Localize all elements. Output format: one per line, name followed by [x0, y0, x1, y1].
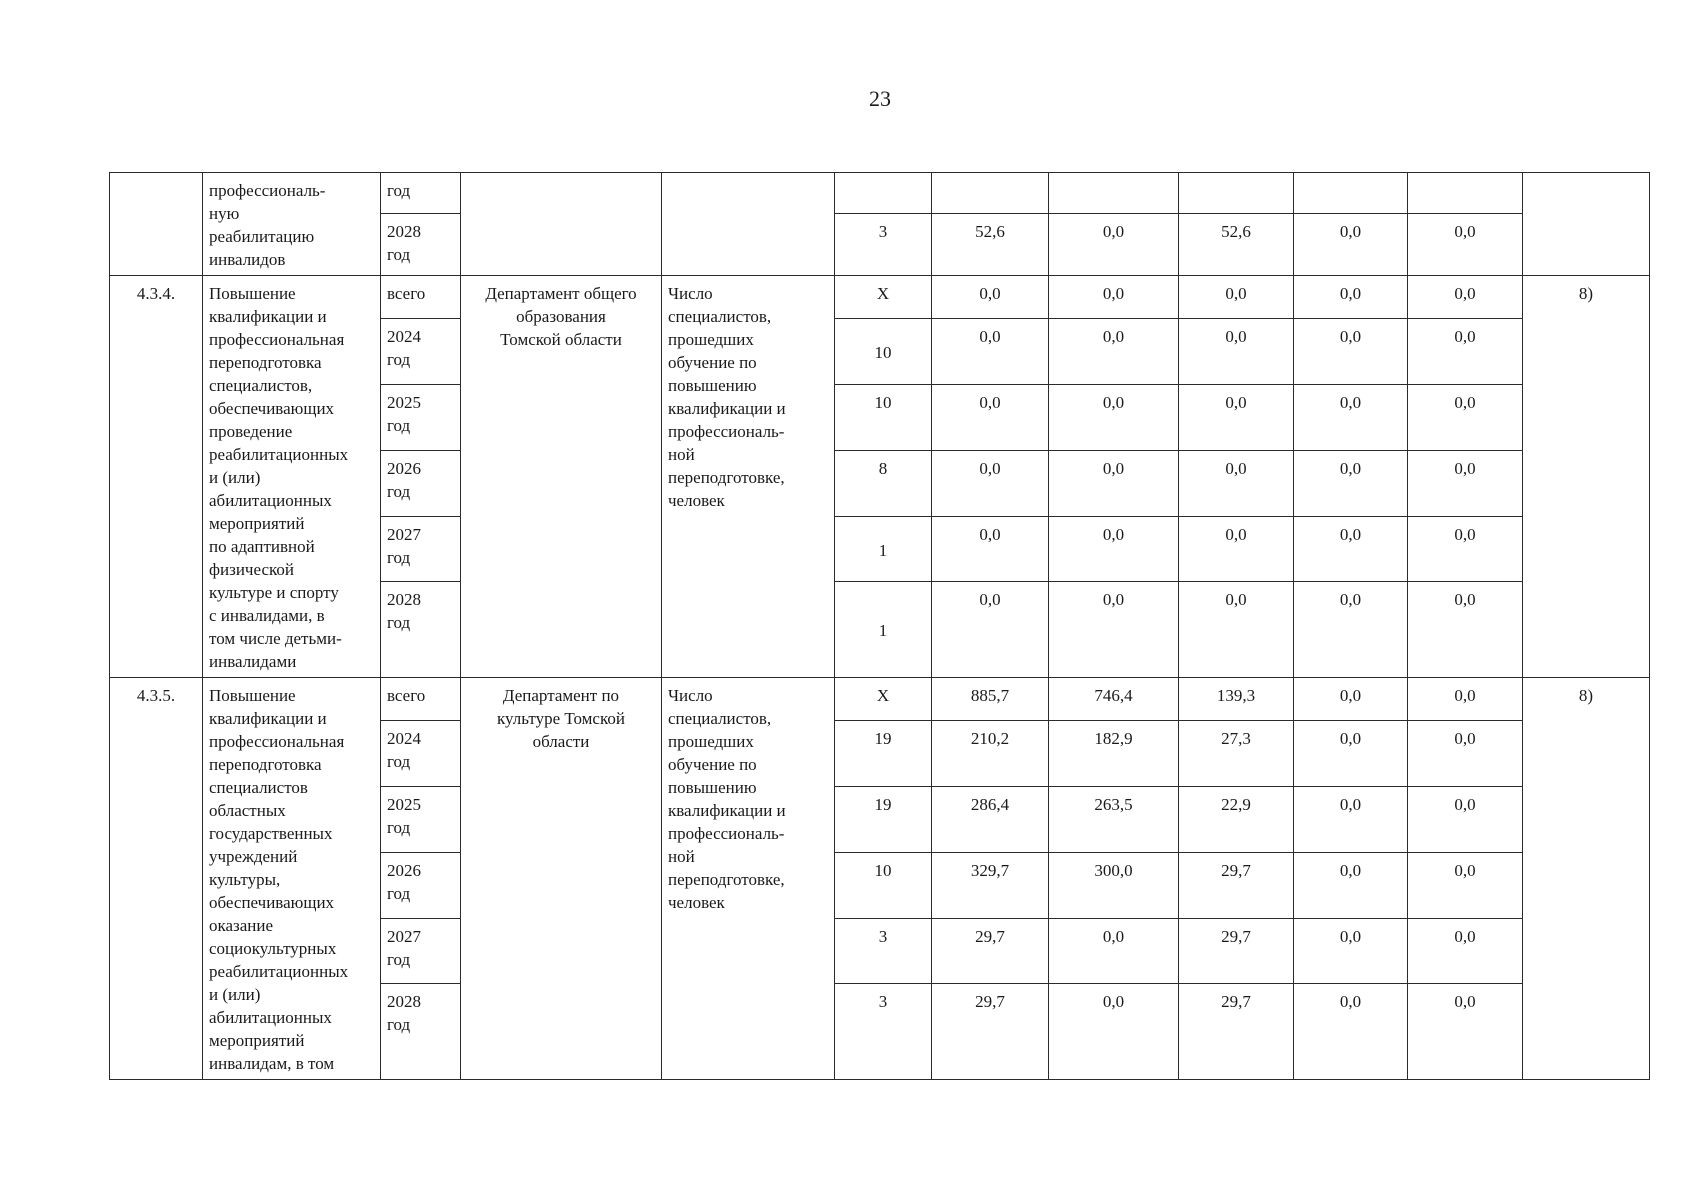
local-budget-cell [1294, 173, 1408, 214]
item-name-cell: Повышение квалификации и профессиональная переподготовка специалистов, обеспечивающих проведение реабилитационных и (или) абилитационных мероприятий по адаптивной физической культуре и спорту с инвалидами, в том числе детьми- инвалидами [203, 276, 381, 678]
regional-budget-cell [1049, 173, 1179, 214]
total-funding-cell: 0,0 [932, 276, 1049, 319]
year-cell: 2024 год [381, 319, 461, 385]
total-funding-cell: 0,0 [932, 385, 1049, 451]
local-budget-cell: 0,0 [1294, 516, 1408, 582]
year-cell: 2026 год [381, 852, 461, 918]
year-cell: 2028 год [381, 984, 461, 1080]
federal-budget-cell: 29,7 [1179, 852, 1294, 918]
target-value-cell [835, 173, 932, 214]
extrabudgetary-cell: 0,0 [1408, 984, 1523, 1080]
extrabudgetary-cell: 0,0 [1408, 319, 1523, 385]
total-funding-cell: 0,0 [932, 450, 1049, 516]
extrabudgetary-cell: 0,0 [1408, 214, 1523, 276]
page-number: 23 [869, 86, 891, 111]
table-row [110, 173, 1650, 214]
federal-budget-cell: 29,7 [1179, 918, 1294, 984]
table-row [110, 678, 1650, 721]
year-cell: год [381, 173, 461, 214]
note-cell: 8) [1523, 276, 1650, 678]
total-funding-cell: 286,4 [932, 787, 1049, 853]
total-funding-cell: 52,6 [932, 214, 1049, 276]
regional-budget-cell: 300,0 [1049, 852, 1179, 918]
table-body [110, 173, 1650, 1080]
target-value-cell: 3 [835, 984, 932, 1080]
regional-budget-cell: 0,0 [1049, 918, 1179, 984]
regional-budget-cell: 746,4 [1049, 678, 1179, 721]
extrabudgetary-cell: 0,0 [1408, 385, 1523, 451]
extrabudgetary-cell: 0,0 [1408, 516, 1523, 582]
note-cell: 8) [1523, 678, 1650, 1080]
year-cell: 2028 год [381, 582, 461, 678]
year-cell: 2024 год [381, 721, 461, 787]
local-budget-cell: 0,0 [1294, 385, 1408, 451]
year-cell: 2028 год [381, 214, 461, 276]
federal-budget-cell: 139,3 [1179, 678, 1294, 721]
federal-budget-cell: 27,3 [1179, 721, 1294, 787]
extrabudgetary-cell [1408, 173, 1523, 214]
federal-budget-cell: 0,0 [1179, 516, 1294, 582]
table-row [110, 276, 1650, 319]
target-value-cell: 3 [835, 918, 932, 984]
regional-budget-cell: 0,0 [1049, 276, 1179, 319]
total-funding-cell: 885,7 [932, 678, 1049, 721]
target-value-cell: 19 [835, 721, 932, 787]
total-funding-cell: 210,2 [932, 721, 1049, 787]
total-funding-cell: 0,0 [932, 516, 1049, 582]
year-cell: 2025 год [381, 787, 461, 853]
indicator-cell [662, 173, 835, 276]
regional-budget-cell: 0,0 [1049, 385, 1179, 451]
local-budget-cell: 0,0 [1294, 918, 1408, 984]
indicator-cell: Число специалистов, прошедших обучение по повышению квалификации и профессиональ- ной переподготовке, человек [662, 276, 835, 678]
extrabudgetary-cell: 0,0 [1408, 678, 1523, 721]
item-name-cell: профессиональ- ную реабилитацию инвалидов [203, 173, 381, 276]
federal-budget-cell: 0,0 [1179, 385, 1294, 451]
executor-cell [461, 173, 662, 276]
total-funding-cell [932, 173, 1049, 214]
federal-budget-cell: 0,0 [1179, 276, 1294, 319]
local-budget-cell: 0,0 [1294, 450, 1408, 516]
local-budget-cell: 0,0 [1294, 852, 1408, 918]
total-funding-cell: 29,7 [932, 918, 1049, 984]
regional-budget-cell: 0,0 [1049, 582, 1179, 678]
target-value-cell: Х [835, 678, 932, 721]
extrabudgetary-cell: 0,0 [1408, 582, 1523, 678]
indicator-cell: Число специалистов, прошедших обучение по повышению квалификации и профессиональ- ной переподготовке, человек [662, 678, 835, 1080]
extrabudgetary-cell: 0,0 [1408, 918, 1523, 984]
year-cell: всего [381, 678, 461, 721]
year-cell: 2025 год [381, 385, 461, 451]
local-budget-cell: 0,0 [1294, 721, 1408, 787]
executor-cell: Департамент по культуре Томской области [461, 678, 662, 1080]
regional-budget-cell: 0,0 [1049, 450, 1179, 516]
target-value-cell: 10 [835, 385, 932, 451]
regional-budget-cell: 0,0 [1049, 214, 1179, 276]
regional-budget-cell: 182,9 [1049, 721, 1179, 787]
total-funding-cell: 329,7 [932, 852, 1049, 918]
local-budget-cell: 0,0 [1294, 984, 1408, 1080]
regional-budget-cell: 0,0 [1049, 319, 1179, 385]
executor-cell: Департамент общего образования Томской области [461, 276, 662, 678]
item-number-cell: 4.3.5. [110, 678, 203, 1080]
target-value-cell: 10 [835, 852, 932, 918]
federal-budget-cell [1179, 173, 1294, 214]
target-value-cell: 1 [835, 516, 932, 582]
target-value-cell: Х [835, 276, 932, 319]
extrabudgetary-cell: 0,0 [1408, 450, 1523, 516]
target-value-cell: 19 [835, 787, 932, 853]
local-budget-cell: 0,0 [1294, 787, 1408, 853]
regional-budget-cell: 0,0 [1049, 516, 1179, 582]
target-value-cell: 3 [835, 214, 932, 276]
local-budget-cell: 0,0 [1294, 678, 1408, 721]
local-budget-cell: 0,0 [1294, 319, 1408, 385]
item-number-cell [110, 173, 203, 276]
extrabudgetary-cell: 0,0 [1408, 852, 1523, 918]
year-cell: 2027 год [381, 918, 461, 984]
year-cell: всего [381, 276, 461, 319]
federal-budget-cell: 22,9 [1179, 787, 1294, 853]
federal-budget-cell: 0,0 [1179, 450, 1294, 516]
total-funding-cell: 0,0 [932, 582, 1049, 678]
extrabudgetary-cell: 0,0 [1408, 276, 1523, 319]
total-funding-cell: 29,7 [932, 984, 1049, 1080]
local-budget-cell: 0,0 [1294, 214, 1408, 276]
federal-budget-cell: 0,0 [1179, 582, 1294, 678]
year-cell: 2026 год [381, 450, 461, 516]
regional-budget-cell: 263,5 [1049, 787, 1179, 853]
year-cell: 2027 год [381, 516, 461, 582]
federal-budget-cell: 0,0 [1179, 319, 1294, 385]
extrabudgetary-cell: 0,0 [1408, 787, 1523, 853]
local-budget-cell: 0,0 [1294, 276, 1408, 319]
federal-budget-cell: 52,6 [1179, 214, 1294, 276]
item-number-cell: 4.3.4. [110, 276, 203, 678]
target-value-cell: 8 [835, 450, 932, 516]
local-budget-cell: 0,0 [1294, 582, 1408, 678]
target-value-cell: 1 [835, 582, 932, 678]
item-name-cell: Повышение квалификации и профессиональная переподготовка специалистов областных государственных учреждений культуры, обеспечивающих оказание социокультурных реабилитационных и (или) абилитационных мероприятий инвалидам, в том [203, 678, 381, 1080]
federal-budget-cell: 29,7 [1179, 984, 1294, 1080]
note-cell [1523, 173, 1650, 276]
target-value-cell: 10 [835, 319, 932, 385]
regional-budget-cell: 0,0 [1049, 984, 1179, 1080]
total-funding-cell: 0,0 [932, 319, 1049, 385]
program-table [109, 172, 1650, 1080]
extrabudgetary-cell: 0,0 [1408, 721, 1523, 787]
